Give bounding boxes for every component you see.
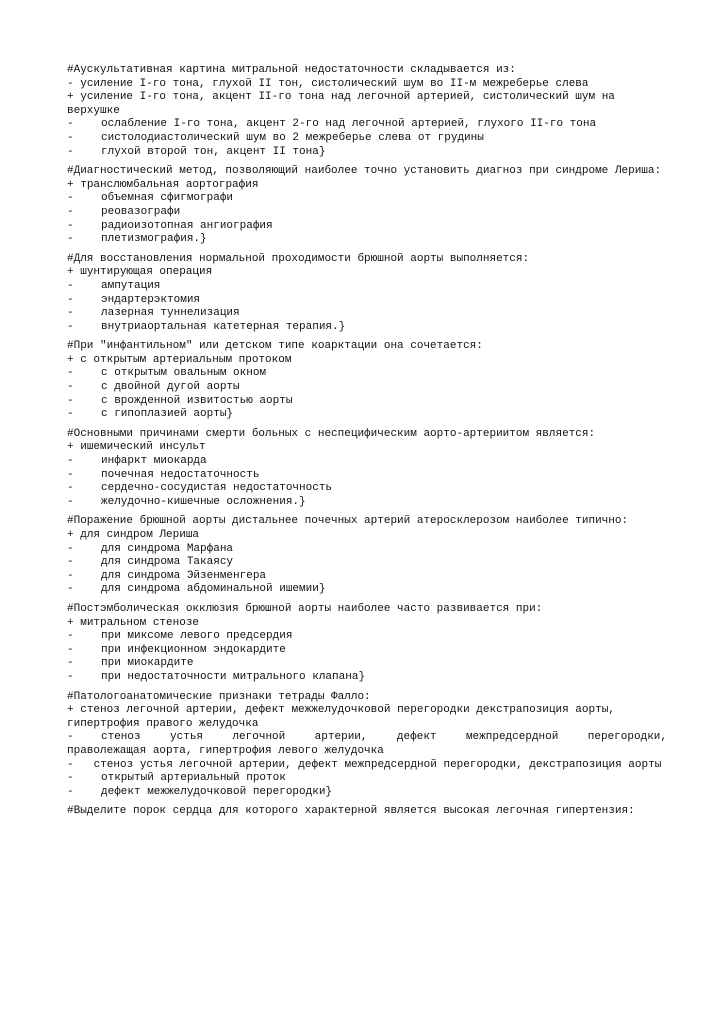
answer-text: с двойной дугой аорты xyxy=(101,381,240,394)
answer-marker: + xyxy=(67,266,74,279)
question-text: #Выделите порок сердца для которого характерной является высокая легочная гипертензия: xyxy=(67,805,635,818)
answer-marker: - xyxy=(67,192,74,205)
answer-option xyxy=(67,233,667,247)
answer-marker: - xyxy=(67,279,74,292)
answer-option xyxy=(67,570,667,584)
answer-text: реовазографи xyxy=(101,205,181,218)
answer-option xyxy=(67,556,667,570)
answer-marker: - xyxy=(67,233,74,246)
answer-text: дефект межжелудочковой перегородки} xyxy=(101,785,333,798)
answer-option xyxy=(67,759,667,773)
answer-text: для синдром Лериша xyxy=(80,529,200,541)
answer-marker: - xyxy=(67,219,74,232)
answer-marker: - xyxy=(67,772,74,785)
answer-marker: - xyxy=(67,145,74,158)
answer-option-correct xyxy=(67,91,667,118)
answer-marker: + xyxy=(67,441,74,454)
answer-text: объемная сфигмографи xyxy=(101,192,234,205)
question-text: #Постэмболическая окклюзия брюшной аорты наиболее часто развивается при: xyxy=(67,602,543,615)
answer-text: желудочно-кишечные осложнения.} xyxy=(101,495,306,508)
answer-option xyxy=(67,78,667,92)
question-block xyxy=(67,253,667,335)
answer-option xyxy=(67,206,667,220)
answer-option xyxy=(67,381,667,395)
answer-text: усиление I-го тона, глухой II тон, систолический шум во II-м межреберье слева xyxy=(80,77,589,90)
answer-option xyxy=(67,772,667,786)
answer-option xyxy=(67,280,667,294)
answer-text: при миксоме левого предсердия xyxy=(101,630,293,643)
answer-marker: + xyxy=(67,353,74,366)
answer-marker: - xyxy=(67,320,74,333)
answer-text: ампутация xyxy=(101,279,161,292)
answer-marker: - xyxy=(67,482,74,495)
answer-marker: - xyxy=(67,643,74,656)
question-text: #При "инфантильном" или детском типе коарктации она сочетается: xyxy=(67,340,483,353)
question-block xyxy=(67,515,667,597)
answer-marker: - xyxy=(67,569,74,582)
answer-marker: - xyxy=(67,307,74,320)
answer-text: транслюмбальная аортография xyxy=(80,178,259,191)
answer-text: плетизмография.} xyxy=(101,233,207,246)
answer-option-correct xyxy=(67,266,667,280)
answer-text-continued: праволежащая аорта, гипертрофия левого желудочка xyxy=(67,744,384,757)
question-block xyxy=(67,691,667,800)
answer-marker: - xyxy=(67,731,74,744)
answer-text: ишемический инсульт xyxy=(80,441,206,454)
answer-marker: - xyxy=(67,542,74,555)
answer-text: при инфекционном эндокардите xyxy=(101,643,286,656)
answer-text: для синдрома абдоминальной ишемии} xyxy=(101,583,326,596)
answer-marker: - xyxy=(67,205,74,218)
answer-marker: - xyxy=(67,630,74,643)
answer-marker: - xyxy=(67,657,74,670)
answer-marker: - xyxy=(67,367,74,380)
answer-text: с гипоплазией аорты} xyxy=(101,408,234,421)
question-block xyxy=(67,428,667,510)
question-block xyxy=(67,340,667,422)
answer-text: для синдрома Марфана xyxy=(101,542,234,555)
question-text: #Для восстановления нормальной проходимости брюшной аорты выполняется: xyxy=(67,252,530,265)
answer-marker: - xyxy=(67,77,74,90)
answer-option-correct xyxy=(67,441,667,455)
question-text: #Диагностический метод, позволяющий наиболее точно установить диагноз при синдроме Лериша: xyxy=(67,165,662,178)
answer-option xyxy=(67,630,667,644)
answer-option-correct xyxy=(67,529,667,543)
answer-text: шунтирующая операция xyxy=(80,266,213,279)
question-text: #Аускультативная картина митральной недостаточности складывается из: xyxy=(67,64,516,76)
answer-option xyxy=(67,220,667,234)
answer-text: глухой второй тон, акцент II тона} xyxy=(101,145,326,158)
answer-marker: - xyxy=(67,293,74,306)
answer-first-line xyxy=(67,731,667,745)
answer-option-correct xyxy=(67,179,667,193)
answer-option xyxy=(67,455,667,469)
answer-text: для синдрома Эйзенменгера xyxy=(101,569,267,582)
answer-option xyxy=(67,731,667,758)
answer-option-correct xyxy=(67,704,667,731)
answer-text: с врожденной извитостью аорты xyxy=(101,394,293,407)
answer-option xyxy=(67,657,667,671)
answer-text: инфаркт миокарда xyxy=(101,455,207,468)
question-block xyxy=(67,64,667,159)
answer-option-correct xyxy=(67,354,667,368)
answer-marker: + xyxy=(67,178,74,191)
answer-text: при миокардите xyxy=(101,657,194,670)
answer-marker: - xyxy=(67,758,74,771)
answer-option xyxy=(67,367,667,381)
document-page xyxy=(67,64,667,825)
answer-text: почечная недостаточность xyxy=(101,468,260,481)
answer-marker: - xyxy=(67,131,74,144)
answer-text: эндартерэктомия xyxy=(101,293,201,306)
question-text: #Патологоанатомические признаки тетрады Фалло: xyxy=(67,690,371,703)
answer-text: митральном стенозе xyxy=(80,616,200,629)
answer-option xyxy=(67,132,667,146)
answer-option xyxy=(67,469,667,483)
answer-marker: + xyxy=(67,91,74,104)
answer-option xyxy=(67,118,667,132)
answer-marker: - xyxy=(67,670,74,683)
answer-text: при недостаточности митрального клапана} xyxy=(101,670,366,683)
answer-option xyxy=(67,583,667,597)
answer-option xyxy=(67,644,667,658)
answer-option xyxy=(67,146,667,160)
answer-option xyxy=(67,671,667,685)
answer-text: лазерная туннелизация xyxy=(101,307,240,320)
answer-text: ослабление I-го тона, акцент 2-го над легочной артерией, глухого II-го тона xyxy=(101,118,597,131)
answer-marker: + xyxy=(67,704,74,717)
answer-option xyxy=(67,395,667,409)
answer-marker: - xyxy=(67,556,74,569)
answer-text: для синдрома Такаясу xyxy=(101,556,234,569)
answer-option xyxy=(67,294,667,308)
answer-option xyxy=(67,786,667,800)
answer-marker: - xyxy=(67,455,74,468)
answer-option xyxy=(67,482,667,496)
answer-text: стеноз легочной артерии, дефект межжелудочковой перегородки декстрапозиция аорты, гипертрофия правого желудочка xyxy=(67,704,615,730)
answer-text: внутриаортальная катетерная терапия.} xyxy=(101,320,346,333)
question-block xyxy=(67,805,667,819)
answer-option-correct xyxy=(67,617,667,631)
answer-option xyxy=(67,496,667,510)
answer-option xyxy=(67,543,667,557)
answer-option xyxy=(67,192,667,206)
question-block xyxy=(67,603,667,685)
answer-marker: - xyxy=(67,381,74,394)
question-block xyxy=(67,165,667,247)
answer-marker: - xyxy=(67,408,74,421)
answer-option xyxy=(67,408,667,422)
question-text: #Поражение брюшной аорты дистальнее почечных артерий атеросклерозом наиболее типично: xyxy=(67,515,629,528)
answer-text: с открытым артериальным протоком xyxy=(80,353,292,366)
answer-marker: - xyxy=(67,785,74,798)
answer-text: сердечно-сосудистая недостаточность xyxy=(101,482,333,495)
answer-text: усиление I-го тона, акцент II-го тона над легочной артерией, систолический шум на верхушке xyxy=(67,91,615,117)
answer-marker: - xyxy=(67,394,74,407)
answer-text: стеноз устья легочной артерии, дефект межпредсердной перегородки, декстрапозиция аорты xyxy=(93,758,662,771)
answer-text: открытый артериальный проток xyxy=(101,772,286,785)
answer-marker: - xyxy=(67,583,74,596)
answer-marker: + xyxy=(67,616,74,629)
answer-text: стеноз устья легочной артерии, дефект межпредсердной перегородки, xyxy=(101,731,667,744)
question-text: #Основными причинами смерти больных с неспецифическим аорто-артериитом является: xyxy=(67,427,596,440)
answer-marker: - xyxy=(67,495,74,508)
answer-option xyxy=(67,307,667,321)
answer-text: систолодиастолический шум во 2 межреберье слева от грудины xyxy=(101,131,484,144)
answer-marker: - xyxy=(67,118,74,131)
answer-option xyxy=(67,321,667,335)
answer-text: с открытым овальным окном xyxy=(101,367,267,380)
answer-marker: - xyxy=(67,468,74,481)
answer-text: радиоизотопная ангиография xyxy=(101,219,273,232)
answer-marker: + xyxy=(67,529,74,541)
